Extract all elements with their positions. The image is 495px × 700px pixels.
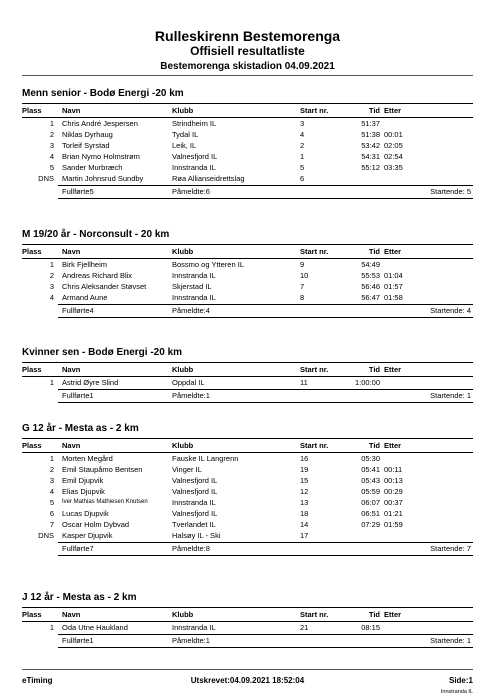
cell-etter: 01:04 — [384, 271, 403, 280]
startende-label: Startende: — [430, 187, 465, 196]
cell-navn: Andreas Richard Blix — [62, 271, 133, 280]
cell-tid: 55:12 — [361, 163, 380, 172]
cell-navn: Torleif Syrstad — [62, 141, 110, 150]
table-row — [22, 377, 473, 388]
header-etter: Etter — [384, 247, 402, 256]
header-etter: Etter — [384, 106, 402, 115]
cell-tid: 51:38 — [361, 130, 380, 139]
result-class-section — [22, 591, 473, 648]
result-class-section — [22, 87, 473, 199]
cell-plass: 5 — [49, 163, 54, 172]
cell-plass: 1 — [49, 119, 54, 128]
cell-klubb: Tydal IL — [172, 130, 199, 139]
cell-plass: 4 — [49, 293, 54, 302]
report-header — [0, 28, 495, 73]
cell-tid: 56:47 — [361, 293, 380, 302]
result-class-section — [22, 422, 473, 556]
startende-count: 5 — [466, 187, 471, 196]
cell-plass: 1 — [49, 454, 54, 463]
cell-klubb: Innstranda IL — [172, 623, 216, 632]
header-navn: Navn — [62, 365, 81, 374]
startende-summary — [430, 543, 471, 555]
cell-navn: Oscar Holm Dybvad — [62, 520, 130, 529]
startende-summary — [430, 186, 471, 198]
class-title: M 19/20 år - Norconsult - 20 km — [22, 229, 170, 240]
fullforte-summary — [62, 305, 94, 317]
cell-navn: Iver Mathias Mathiesen Knutsen — [62, 499, 148, 505]
header-plass: Plass — [22, 247, 42, 256]
summary-row — [58, 185, 473, 199]
column-header-row — [22, 438, 473, 453]
cell-tid: 05:41 — [361, 465, 380, 474]
column-header-row — [22, 362, 473, 377]
cell-navn: Morten Megård — [62, 454, 113, 463]
printed-timestamp: Utskrevet:04.09.2021 18:52:04 — [190, 676, 305, 685]
pameldte-label: Påmeldte: — [172, 306, 206, 315]
organizer-club: Innstranda IL — [440, 689, 473, 695]
fullforte-label: Fullførte — [62, 306, 90, 315]
cell-navn: Niklas Dyrhaug — [62, 130, 113, 139]
table-row — [22, 129, 473, 140]
pameldte-label: Påmeldte: — [172, 187, 206, 196]
result-class-section — [22, 228, 473, 318]
cell-plass: 3 — [49, 282, 54, 291]
pameldte-summary — [172, 543, 210, 555]
cell-tid: 06:07 — [361, 498, 380, 507]
cell-klubb: Oppdal IL — [172, 378, 205, 387]
cell-start-nr: 4 — [300, 130, 305, 139]
cell-start-nr: 12 — [300, 487, 309, 496]
header-klubb: Klubb — [172, 247, 194, 256]
header-navn: Navn — [62, 441, 81, 450]
cell-plass: 2 — [49, 271, 54, 280]
table-row — [22, 162, 473, 173]
pameldte-count: 1 — [205, 391, 210, 400]
table-row — [22, 453, 473, 464]
cell-etter: 00:29 — [384, 487, 403, 496]
cell-navn: Elias Djupvik — [62, 487, 105, 496]
cell-plass: 5 — [49, 498, 54, 507]
header-etter: Etter — [384, 610, 402, 619]
cell-navn: Sander Murbræch — [62, 163, 123, 172]
cell-klubb: Valnesfjord IL — [172, 487, 218, 496]
class-title: G 12 år - Mesta as - 2 km — [22, 423, 139, 434]
cell-etter: 00:11 — [384, 465, 403, 474]
fullforte-summary — [62, 390, 94, 402]
header-klubb: Klubb — [172, 106, 194, 115]
cell-start-nr: 5 — [300, 163, 305, 172]
pameldte-count: 6 — [205, 187, 210, 196]
header-start-nr: Start nr. — [300, 247, 329, 256]
cell-plass: 4 — [49, 152, 54, 161]
table-row — [22, 270, 473, 281]
cell-etter: 01:21 — [384, 509, 403, 518]
table-row — [22, 118, 473, 129]
cell-etter: 00:13 — [384, 476, 403, 485]
pameldte-label: Påmeldte: — [172, 391, 206, 400]
cell-start-nr: 11 — [300, 378, 308, 387]
cell-start-nr: 10 — [300, 271, 309, 280]
cell-plass: 3 — [49, 476, 54, 485]
cell-start-nr: 14 — [300, 520, 309, 529]
cell-plass: 4 — [49, 487, 54, 496]
cell-start-nr: 19 — [300, 465, 309, 474]
cell-klubb: Innstranda IL — [172, 293, 216, 302]
header-klubb: Klubb — [172, 365, 194, 374]
pameldte-label: Påmeldte: — [172, 544, 206, 553]
table-row — [22, 622, 473, 633]
startende-label: Startende: — [430, 636, 465, 645]
header-start-nr: Start nr. — [300, 106, 329, 115]
startende-label: Startende: — [430, 544, 465, 553]
startende-label: Startende: — [430, 306, 465, 315]
cell-navn: Oda Utne Haukland — [62, 623, 128, 632]
cell-start-nr: 16 — [300, 454, 309, 463]
cell-plass: 7 — [49, 520, 54, 529]
page-number: Side:1 — [448, 676, 473, 685]
fullforte-label: Fullførte — [62, 544, 90, 553]
cell-tid: 54:31 — [361, 152, 380, 161]
table-row — [22, 281, 473, 292]
table-row — [22, 173, 473, 184]
header-start-nr: Start nr. — [300, 441, 329, 450]
fullforte-summary — [62, 186, 94, 198]
class-title: Kvinner sen - Bodø Energi -20 km — [22, 347, 183, 358]
cell-tid: 06:51 — [361, 509, 380, 518]
cell-navn: Martin Johnsrud Sundby — [62, 174, 144, 183]
startende-summary — [430, 635, 471, 647]
cell-start-nr: 6 — [300, 174, 305, 183]
cell-start-nr: 9 — [300, 260, 305, 269]
cell-klubb: Røa Allianseidrettslag — [172, 174, 245, 183]
class-title: Menn senior - Bodø Energi -20 km — [22, 88, 184, 99]
pameldte-summary — [172, 186, 210, 198]
cell-klubb: Leik, IL — [172, 141, 197, 150]
header-navn: Navn — [62, 247, 81, 256]
cell-tid: 07:29 — [361, 520, 380, 529]
cell-start-nr: 8 — [300, 293, 305, 302]
pameldte-count: 8 — [205, 544, 210, 553]
result-class-section — [22, 346, 473, 403]
header-etter: Etter — [384, 365, 402, 374]
startende-count: 7 — [466, 544, 471, 553]
header-start-nr: Start nr. — [300, 365, 329, 374]
cell-klubb: Innstranda IL — [172, 498, 216, 507]
fullforte-label: Fullførte — [62, 187, 90, 196]
cell-navn: Brian Nymo Holmstrøm — [62, 152, 140, 161]
cell-start-nr: 7 — [300, 282, 305, 291]
cell-etter: 01:57 — [384, 282, 403, 291]
cell-plass: 3 — [49, 141, 54, 150]
column-header-row — [22, 244, 473, 259]
summary-row — [58, 542, 473, 556]
cell-klubb: Skjerstad IL — [172, 282, 212, 291]
pameldte-summary — [172, 305, 210, 317]
cell-start-nr: 3 — [300, 119, 305, 128]
footer-divider — [22, 669, 473, 670]
column-header-row — [22, 103, 473, 118]
cell-start-nr: 18 — [300, 509, 309, 518]
fullforte-summary — [62, 635, 94, 647]
table-row — [22, 508, 473, 519]
header-tid: Tid — [368, 106, 380, 115]
fullforte-count: 7 — [89, 544, 94, 553]
column-header-row — [22, 607, 473, 622]
cell-klubb: Fauske IL Langrenn — [172, 454, 239, 463]
cell-etter: 00:37 — [384, 498, 403, 507]
page-subtitle: Offisiell resultatliste — [190, 44, 305, 58]
header-navn: Navn — [62, 106, 81, 115]
header-plass: Plass — [22, 365, 42, 374]
startende-label: Startende: — [430, 391, 465, 400]
header-tid: Tid — [368, 247, 380, 256]
summary-row — [58, 304, 473, 318]
startende-count: 1 — [466, 391, 471, 400]
startende-summary — [430, 390, 471, 402]
header-plass: Plass — [22, 441, 42, 450]
venue-date: Bestemorenga skistadion 04.09.2021 — [160, 61, 335, 72]
table-row — [22, 259, 473, 270]
header-tid: Tid — [368, 365, 380, 374]
cell-tid: 56:46 — [361, 282, 380, 291]
cell-tid: 55:53 — [361, 271, 380, 280]
cell-start-nr: 2 — [300, 141, 305, 150]
fullforte-label: Fullførte — [62, 391, 90, 400]
fullforte-count: 1 — [89, 636, 94, 645]
software-name: eTiming — [22, 676, 53, 685]
header-divider — [22, 75, 473, 76]
fullforte-count: 4 — [89, 306, 94, 315]
header-start-nr: Start nr. — [300, 610, 329, 619]
cell-klubb: Valnesfjord IL — [172, 509, 218, 518]
table-row — [22, 292, 473, 303]
table-row — [22, 497, 473, 508]
cell-klubb: Valnesfjord IL — [172, 152, 218, 161]
header-etter: Etter — [384, 441, 402, 450]
cell-klubb: Innstranda IL — [172, 271, 216, 280]
pameldte-summary — [172, 390, 210, 402]
cell-tid: 05:30 — [361, 454, 380, 463]
cell-etter: 00:01 — [384, 130, 403, 139]
page-title: Rulleskirenn Bestemorenga — [154, 28, 341, 44]
startende-summary — [430, 305, 471, 317]
cell-tid: 54:49 — [361, 260, 380, 269]
header-navn: Navn — [62, 610, 81, 619]
table-row — [22, 151, 473, 162]
header-plass: Plass — [22, 610, 42, 619]
cell-klubb: Innstranda IL — [172, 163, 216, 172]
header-klubb: Klubb — [172, 441, 194, 450]
fullforte-count: 5 — [89, 187, 94, 196]
cell-tid: 05:59 — [361, 487, 380, 496]
page-footer — [22, 676, 473, 688]
table-row — [22, 140, 473, 151]
cell-plass: 2 — [49, 465, 54, 474]
table-row — [22, 475, 473, 486]
cell-navn: Chris André Jespersen — [62, 119, 138, 128]
cell-navn: Astrid Øyre Slind — [62, 378, 119, 387]
cell-navn: Birk Fjellheim — [62, 260, 108, 269]
cell-plass: 1 — [49, 378, 54, 387]
cell-start-nr: 13 — [300, 498, 309, 507]
cell-start-nr: 21 — [300, 623, 309, 632]
cell-etter: 03:35 — [384, 163, 403, 172]
cell-etter: 02:05 — [384, 141, 403, 150]
class-title: J 12 år - Mesta as - 2 km — [22, 592, 137, 603]
startende-count: 1 — [466, 636, 471, 645]
table-row — [22, 464, 473, 475]
cell-tid: 05:43 — [361, 476, 380, 485]
cell-klubb: Vinger IL — [172, 465, 202, 474]
cell-plass: 2 — [49, 130, 54, 139]
cell-klubb: Halsøy IL - Ski — [172, 531, 221, 540]
cell-etter: 02:54 — [384, 152, 403, 161]
cell-tid: 53:42 — [361, 141, 380, 150]
cell-start-nr: 15 — [300, 476, 309, 485]
startende-count: 4 — [466, 306, 471, 315]
pameldte-count: 4 — [205, 306, 210, 315]
header-klubb: Klubb — [172, 610, 194, 619]
cell-start-nr: 1 — [300, 152, 305, 161]
fullforte-label: Fullførte — [62, 636, 90, 645]
cell-navn: Emil Djupvik — [62, 476, 104, 485]
pameldte-summary — [172, 635, 210, 647]
fullforte-summary — [62, 543, 94, 555]
pameldte-label: Påmeldte: — [172, 636, 206, 645]
cell-etter: 01:59 — [384, 520, 403, 529]
cell-plass: 6 — [49, 509, 54, 518]
header-plass: Plass — [22, 106, 42, 115]
fullforte-count: 1 — [89, 391, 94, 400]
summary-row — [58, 634, 473, 648]
cell-plass: 1 — [49, 260, 54, 269]
cell-navn: Lucas Djupvik — [62, 509, 109, 518]
cell-start-nr: 17 — [300, 531, 309, 540]
cell-navn: Armand Aune — [62, 293, 108, 302]
pameldte-count: 1 — [205, 636, 210, 645]
header-tid: Tid — [368, 610, 380, 619]
cell-etter: 01:58 — [384, 293, 403, 302]
table-row — [22, 530, 473, 541]
cell-navn: Kasper Djupvik — [62, 531, 113, 540]
cell-navn: Emil Staupåmo Bentsen — [62, 465, 143, 474]
summary-row — [58, 389, 473, 403]
cell-klubb: Valnesfjord IL — [172, 476, 218, 485]
cell-tid: 1:00:00 — [354, 378, 380, 387]
cell-klubb: Bossmo og Ytteren IL — [172, 260, 244, 269]
header-tid: Tid — [368, 441, 380, 450]
cell-navn: Chris Aleksander Støvset — [62, 282, 147, 291]
cell-plass: DNS — [38, 531, 54, 540]
cell-klubb: Strindheim IL — [172, 119, 217, 128]
cell-tid: 08:15 — [361, 623, 380, 632]
table-row — [22, 519, 473, 530]
cell-klubb: Tverlandet IL — [172, 520, 216, 529]
cell-plass: DNS — [38, 174, 54, 183]
table-row — [22, 486, 473, 497]
cell-plass: 1 — [49, 623, 54, 632]
cell-tid: 51:37 — [361, 119, 380, 128]
